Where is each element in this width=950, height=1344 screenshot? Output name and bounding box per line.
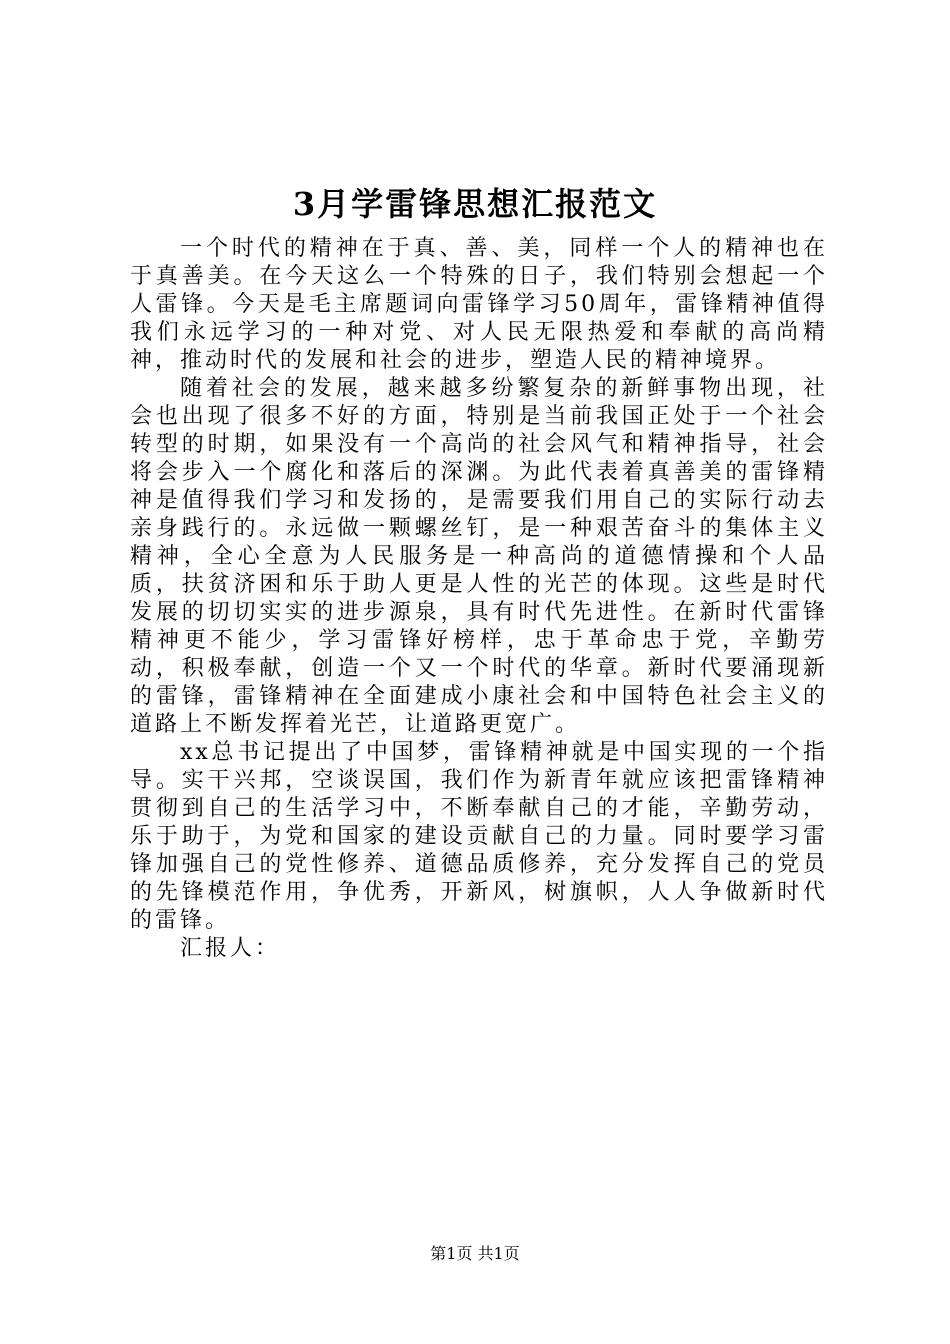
document-title: 3月学雷锋思想汇报范文 xyxy=(292,185,658,223)
paragraph-chinese-dream: xx总书记提出了中国梦，雷锋精神就是中国实现的一个指导。实干兴邦，空谈误国，我们作为新青年就应该把雷锋精神贯彻到自己的生活学习中，不断奉献自己的才能，辛勤劳动，乐于助于，为党和国家的建设贡献自己的力量。同时要学习雷锋加强自己的党性修养、道德品质修养，充分发挥自己的党员的先锋模范作用，争优秀，开新风，树旗帜，人人争做新时代的雷锋。 xyxy=(130,740,828,933)
document-body xyxy=(130,235,828,963)
paragraph-society: 随着社会的发展，越来越多纷繁复杂的新鲜事物出现，社会也出现了很多不好的方面，特别是当前我国正处于一个社会转型的时期，如果没有一个高尚的社会风气和精神指导，社会将会步入一个腐化和落后的深渊。为此代表着真善美的雷锋精神是值得我们学习和发扬的，是需要我们用自己的实际行动去亲身践行的。永远做一颗螺丝钉，是一种艰苦奋斗的集体主义精神，全心全意为人民服务是一种高尚的道德情操和个人品质，扶贫济困和乐于助人更是人性的光芒的体现。这些是时代发展的切切实实的进步源泉，具有时代先进性。在新时代雷锋精神更不能少，学习雷锋好榜样，忠于革命忠于党，辛勤劳动，积极奉献，创造一个又一个时代的华章。新时代要涌现新的雷锋，雷锋精神在全面建成小康社会和中国特色社会主义的道路上不断发挥着光芒，让道路更宽广。 xyxy=(130,376,828,737)
page-number-footer: 第1页 共1页 xyxy=(430,1244,520,1263)
paragraph-reporter: 汇报人： xyxy=(180,936,281,961)
paragraph-intro: 一个时代的精神在于真、善、美，同样一个人的精神也在于真善美。在今天这么一个特殊的日子，我们特别会想起一个人雷锋。今天是毛主席题词向雷锋学习50周年，雷锋精神值得我们永远学习的一种对党、对人民无限热爱和奉献的高尚精神，推动时代的发展和社会的进步，塑造人民的精神境界。 xyxy=(130,236,828,373)
